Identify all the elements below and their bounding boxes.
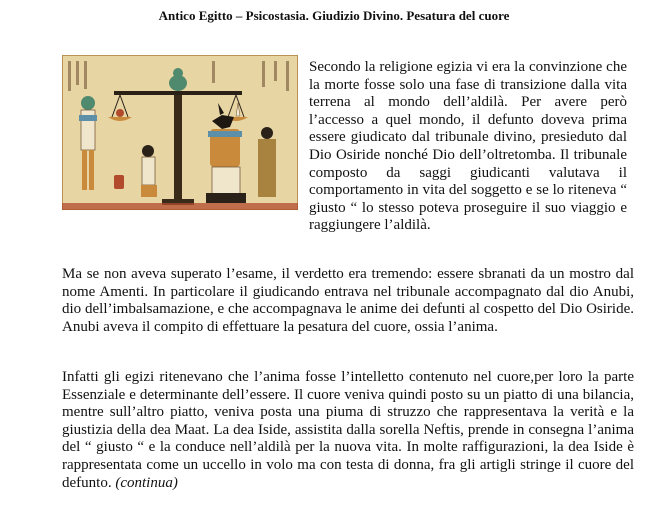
page-title: Antico Egitto – Psicostasia. Giudizio Divino. Pesatura del cuore <box>158 8 510 23</box>
paragraph-intro: Secondo la religione egizia vi era la convinzione che la morte fosse solo una fase di transizione dalla vita terrena al mondo dell’aldilà. Per avere però l’accesso a quel mondo, il defunto doveva prima essere giudicato dal tribunale divino, presieduto dal Dio Osiride nonché Dio dell’oltretomba. Il tribunale composto da saggi giudicanti valutava il comportamento in vita del soggetto e se lo riteneva “ giusto “ lo stesso poteva proseguire il suo viaggio e raggiungere l’aldilà. <box>309 59 627 234</box>
papyrus-illustration <box>62 55 298 210</box>
paragraph-anubis: Ma se non aveva superato l’esame, il verdetto era tremendo: essere sbranati da un mostro dal nome Amenti. In particolare il giudicando entrava nel tribunale accompagnato dal dio Anubi, dio dell’imbalsamazione, e che accompagnava le anime dei defunti al cospetto del Dio Osiride. Anubi aveva il compito di effettuare la pesatura del cuore, ossia l’anima. <box>62 266 634 335</box>
egyptian-weighing-of-the-heart-painting <box>62 55 298 210</box>
paragraph-heart-weighing <box>62 369 634 492</box>
paragraph-heart-weighing-text: Infatti gli egizi ritenevano che l’anima fosse l’intelletto contenuto nel cuore,per loro la parte Essenziale e determinante dell’essere. Il cuore veniva quindi posto su un piatto di una bilancia, mentre sull’altro piatto, veniva posta una piuma di struzzo che rappresentava la verità e la giustizia della dea Maat. La dea Iside, assistita dalla sorella Neftis, prende in consegna l’anima del “ giusto “ e la conduce nell’aldilà per la nuova vita. In molte raffigurazioni, la dea Iside è rappresentata come un uccello in volo ma con testa di donna, fra gli artigli stringe il cuore del defunto. <box>62 369 634 491</box>
continued-label: (continua) <box>115 474 178 491</box>
